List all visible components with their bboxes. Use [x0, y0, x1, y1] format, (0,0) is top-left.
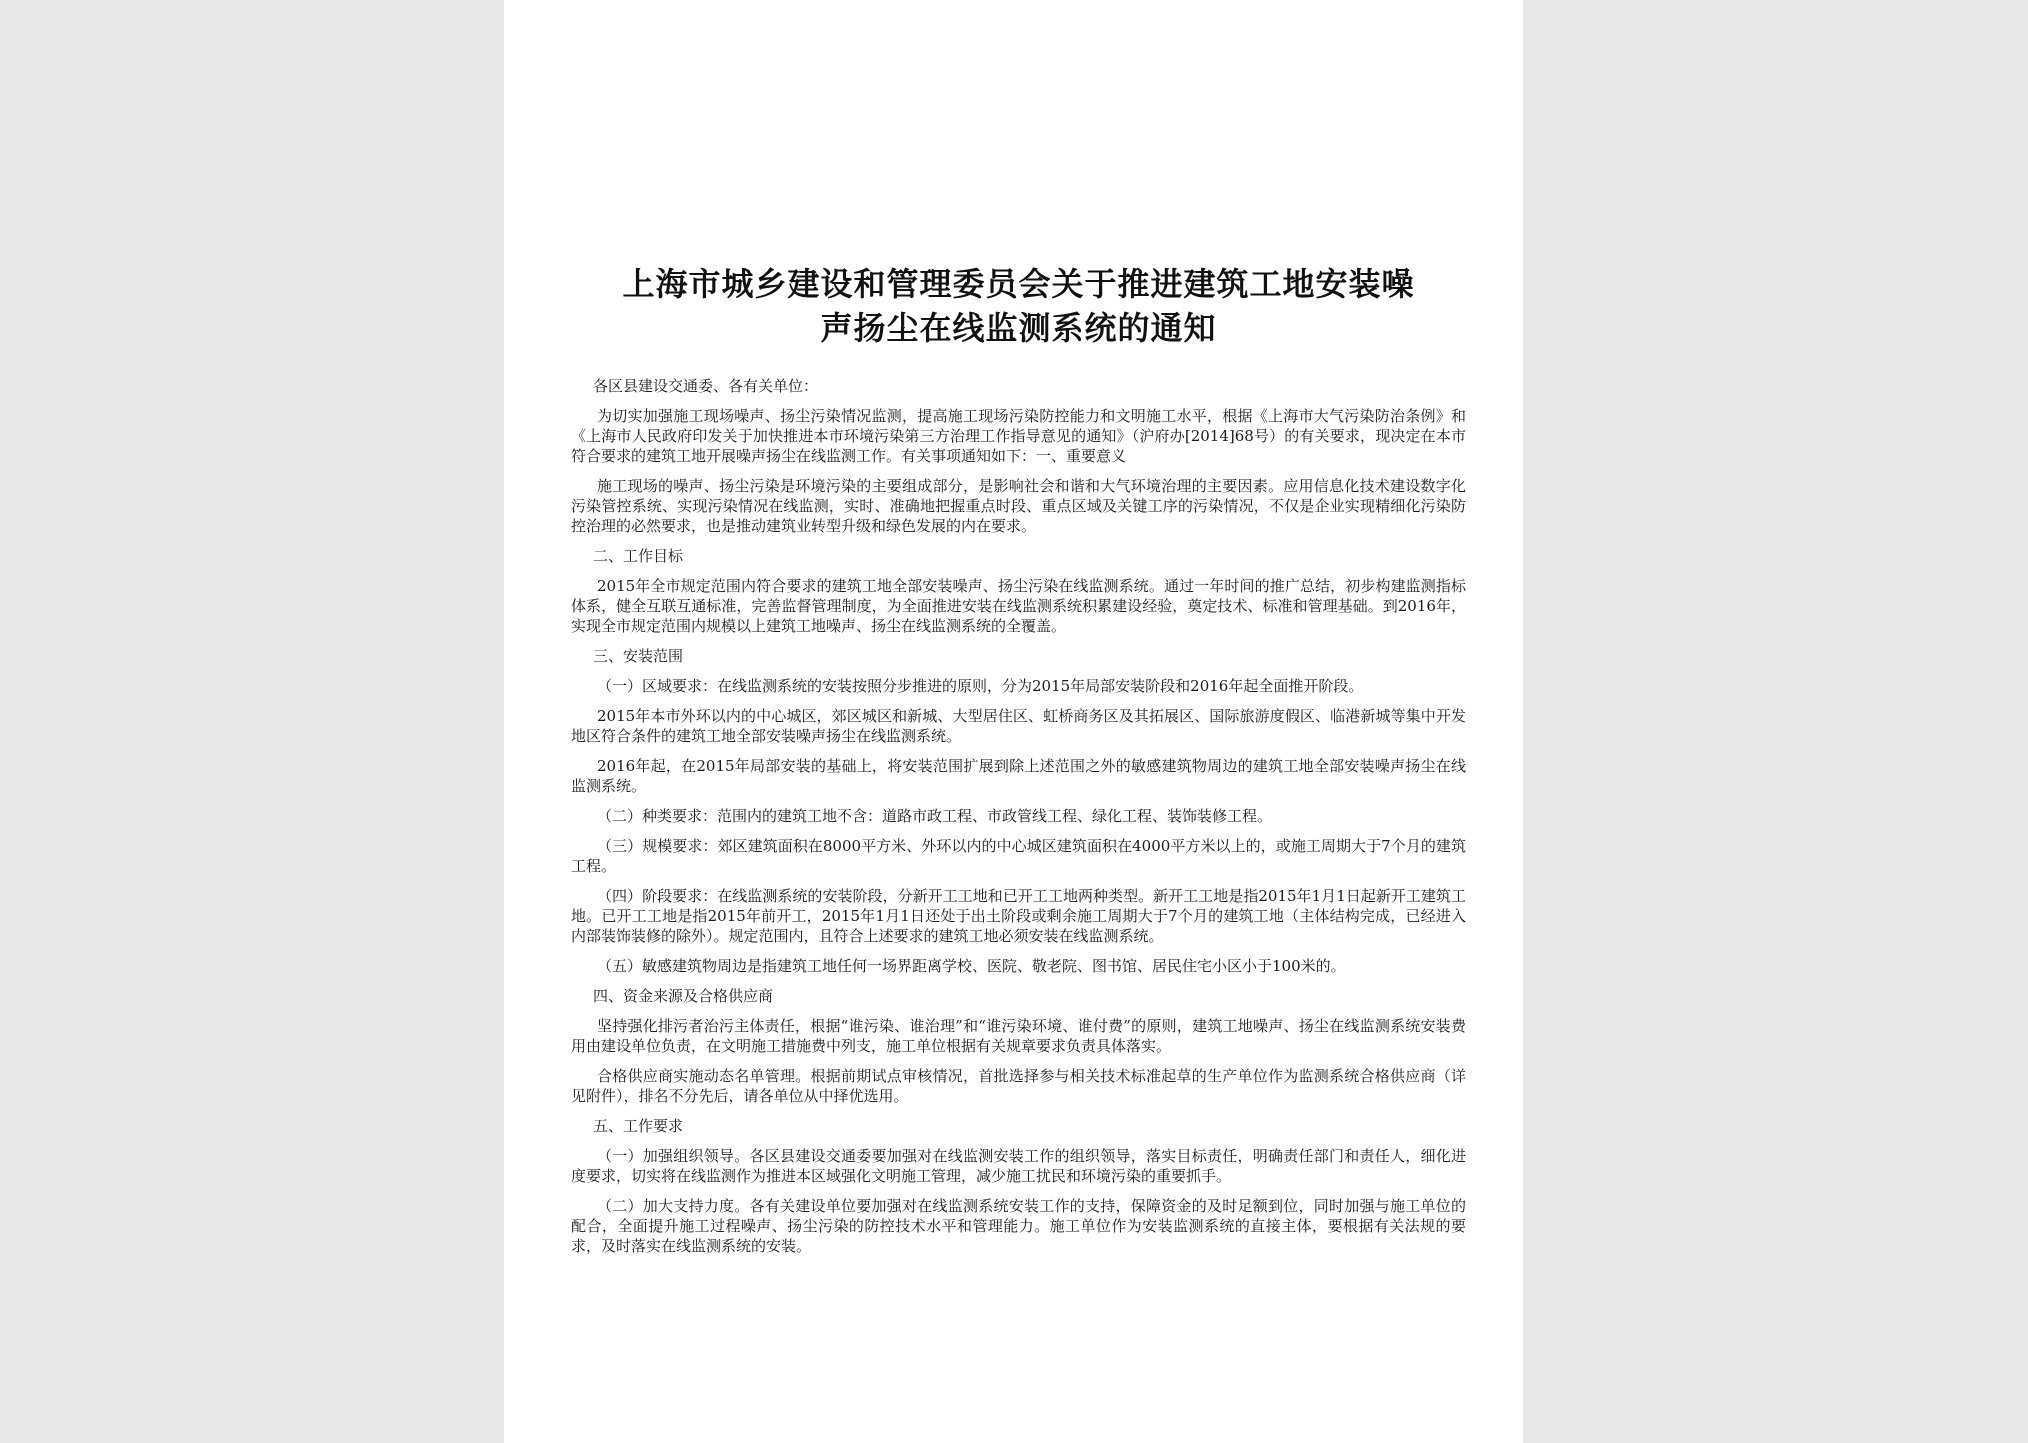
- section-heading: 三、安装范围: [593, 647, 684, 665]
- salutation: 各区县建设交通委、各有关单位：: [593, 377, 819, 395]
- paragraph: 为切实加强施工现场噪声、扬尘污染情况监测，提高施工现场污染防控能力和文明施工水平，根据《上海市大气污染防治条例》和《上海市人民政府印发关于加快推进本市环境污染第三方治理工作指导意见的通知》（沪府办[2014]68号）的有关要求，现决定在本市符合要求的建筑工地开展噪声扬尘在线监测工作。有关事项通知如下：一、重要意义: [571, 407, 1466, 465]
- paragraph: 合格供应商实施动态名单管理。根据前期试点审核情况，首批选择参与相关技术标准起草的生产单位作为监测系统合格供应商（详见附件），排名不分先后，请各单位从中择优选用。: [571, 1067, 1466, 1105]
- paragraph: （四）阶段要求：在线监测系统的安装阶段，分新开工工地和已开工工地两种类型。新开工工地是指2015年1月1日起新开工建筑工地。已开工工地是指2015年前开工，2015年1月1日还处于出土阶段或剩余施工周期大于7个月的建筑工地（主体结构完成，已经进入内部装饰装修的除外）。规定范围内，且符合上述要求的建筑工地必须安装在线监测系统。: [571, 887, 1466, 945]
- paragraph: （二）加大支持力度。各有关建设单位要加强对在线监测系统安装工作的支持，保障资金的及时足额到位，同时加强与施工单位的配合，全面提升施工过程噪声、扬尘污染的防控技术水平和管理能力。施工单位作为安装监测系统的直接主体，要根据有关法规的要求，及时落实在线监测系统的安装。: [571, 1197, 1466, 1255]
- paragraph: 2015年全市规定范围内符合要求的建筑工地全部安装噪声、扬尘污染在线监测系统。通过一年时间的推广总结，初步构建监测指标体系，健全互联互通标准，完善监督管理制度，为全面推进安装在线监测系统积累建设经验，奠定技术、标准和管理基础。到2016年，实现全市规定范围内规模以上建筑工地噪声、扬尘在线监测系统的全覆盖。: [571, 577, 1466, 635]
- paragraph: （五）敏感建筑物周边是指建筑工地任何一场界距离学校、医院、敬老院、图书馆、居民住宅小区小于100米的。: [597, 957, 1346, 975]
- paragraph: （一）区域要求：在线监测系统的安装按照分步推进的原则，分为2015年局部安装阶段和2016年起全面推开阶段。: [597, 677, 1364, 695]
- paragraph: 施工现场的噪声、扬尘污染是环境污染的主要组成部分，是影响社会和谐和大气环境治理的主要因素。应用信息化技术建设数字化污染管控系统、实现污染情况在线监测，实时、准确地把握重点时段、重点区域及关键工序的污染情况，不仅是企业实现精细化污染防控治理的必然要求，也是推动建筑业转型升级和绿色发展的内在要求。: [571, 477, 1466, 535]
- section-heading: 二、工作目标: [593, 547, 684, 565]
- paragraph: 2015年本市外环以内的中心城区，郊区城区和新城、大型居住区、虹桥商务区及其拓展区、国际旅游度假区、临港新城等集中开发地区符合条件的建筑工地全部安装噪声扬尘在线监测系统。: [571, 707, 1466, 745]
- section-heading: 五、工作要求: [593, 1117, 684, 1135]
- title-line-2: 声扬尘在线监测系统的通知: [820, 309, 1217, 347]
- document-title: [571, 262, 1466, 350]
- section-heading: 四、资金来源及合格供应商: [593, 987, 774, 1005]
- paragraph: 坚持强化排污者治污主体责任，根据“谁污染、谁治理”和“谁污染环境、谁付费”的原则，建筑工地噪声、扬尘在线监测系统安装费用由建设单位负责，在文明施工措施费中列支，施工单位根据有关规章要求负责具体落实。: [571, 1017, 1466, 1055]
- paragraph: （一）加强组织领导。各区县建设交通委要加强对在线监测安装工作的组织领导，落实目标责任，明确责任部门和责任人，细化进度要求，切实将在线监测作为推进本区域强化文明施工管理，减少施工扰民和环境污染的重要抓手。: [571, 1147, 1466, 1185]
- title-line-1: 上海市城乡建设和管理委员会关于推进建筑工地安装噪: [622, 265, 1415, 303]
- paragraph: （三）规模要求：郊区建筑面积在8000平方米、外环以内的中心城区建筑面积在4000平方米以上的，或施工周期大于7个月的建筑工程。: [571, 837, 1466, 875]
- document-page: [504, 0, 1523, 1443]
- paragraph: 2016年起，在2015年局部安装的基础上，将安装范围扩展到除上述范围之外的敏感建筑物周边的建筑工地全部安装噪声扬尘在线监测系统。: [571, 757, 1466, 795]
- paragraph: （二）种类要求：范围内的建筑工地不含：道路市政工程、市政管线工程、绿化工程、装饰装修工程。: [597, 807, 1273, 825]
